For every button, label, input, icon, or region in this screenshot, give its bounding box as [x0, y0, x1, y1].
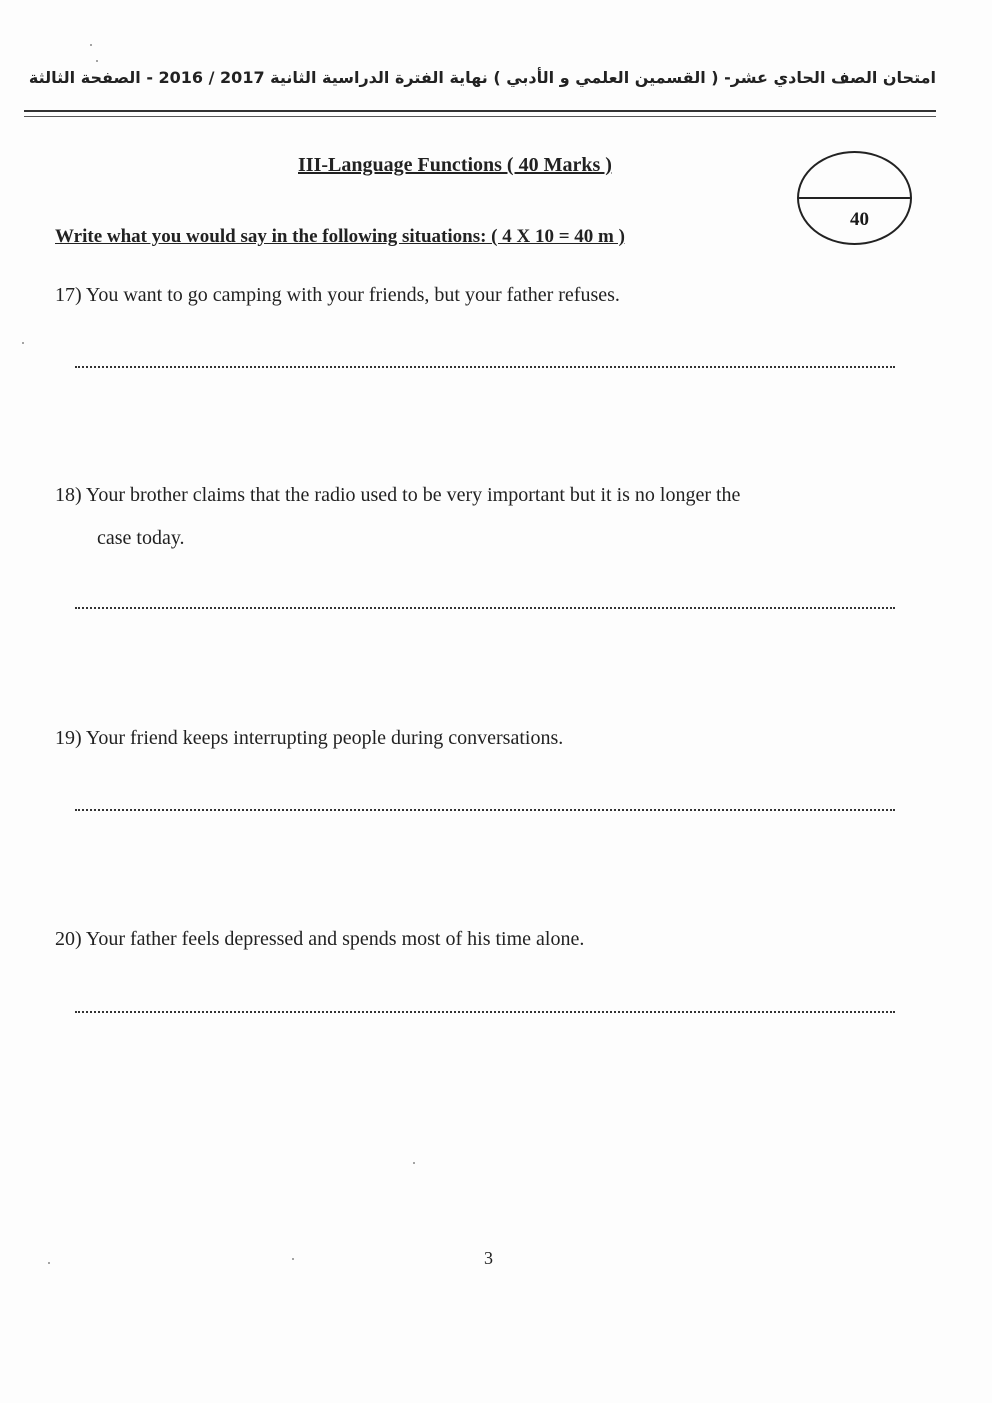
page-number: 3	[484, 1248, 493, 1268]
scan-speck	[90, 44, 92, 46]
scan-speck	[48, 1262, 50, 1264]
scan-speck	[22, 342, 24, 344]
exam-header: امتحان الصف الحادي عشر- ( القسمين العلمي و الأدبي ) نهاية الفترة الدراسية الثانية 2017 / 2016 - الصفحة الثالثة	[28, 68, 936, 87]
answer-line-19[interactable]	[75, 805, 895, 811]
header-rule-top	[24, 110, 936, 112]
instruction: Write what you would say in the following situations: ( 4 X 10 = 40 m )	[55, 226, 625, 247]
scan-speck	[96, 60, 98, 62]
answer-line-20[interactable]	[75, 1007, 895, 1013]
question-20: 20) Your father feels depressed and spends most of his time alone.	[55, 928, 585, 950]
score-divider	[799, 197, 910, 199]
scan-speck	[413, 1162, 415, 1164]
answer-line-17[interactable]	[75, 362, 895, 368]
score-box	[797, 151, 912, 245]
scan-speck	[292, 1258, 294, 1260]
section-title: III-Language Functions ( 40 Marks )	[298, 154, 612, 176]
question-19: 19) Your friend keeps interrupting people during conversations.	[55, 727, 564, 749]
answer-line-18[interactable]	[75, 603, 895, 609]
header-rule-bottom	[24, 116, 936, 117]
question-18: 18) Your brother claims that the radio used to be very important but it is no longer the	[55, 484, 741, 506]
question-18-continued: case today.	[97, 527, 185, 549]
score-total: 40	[850, 209, 869, 230]
question-17: 17) You want to go camping with your friends, but your father refuses.	[55, 284, 620, 306]
